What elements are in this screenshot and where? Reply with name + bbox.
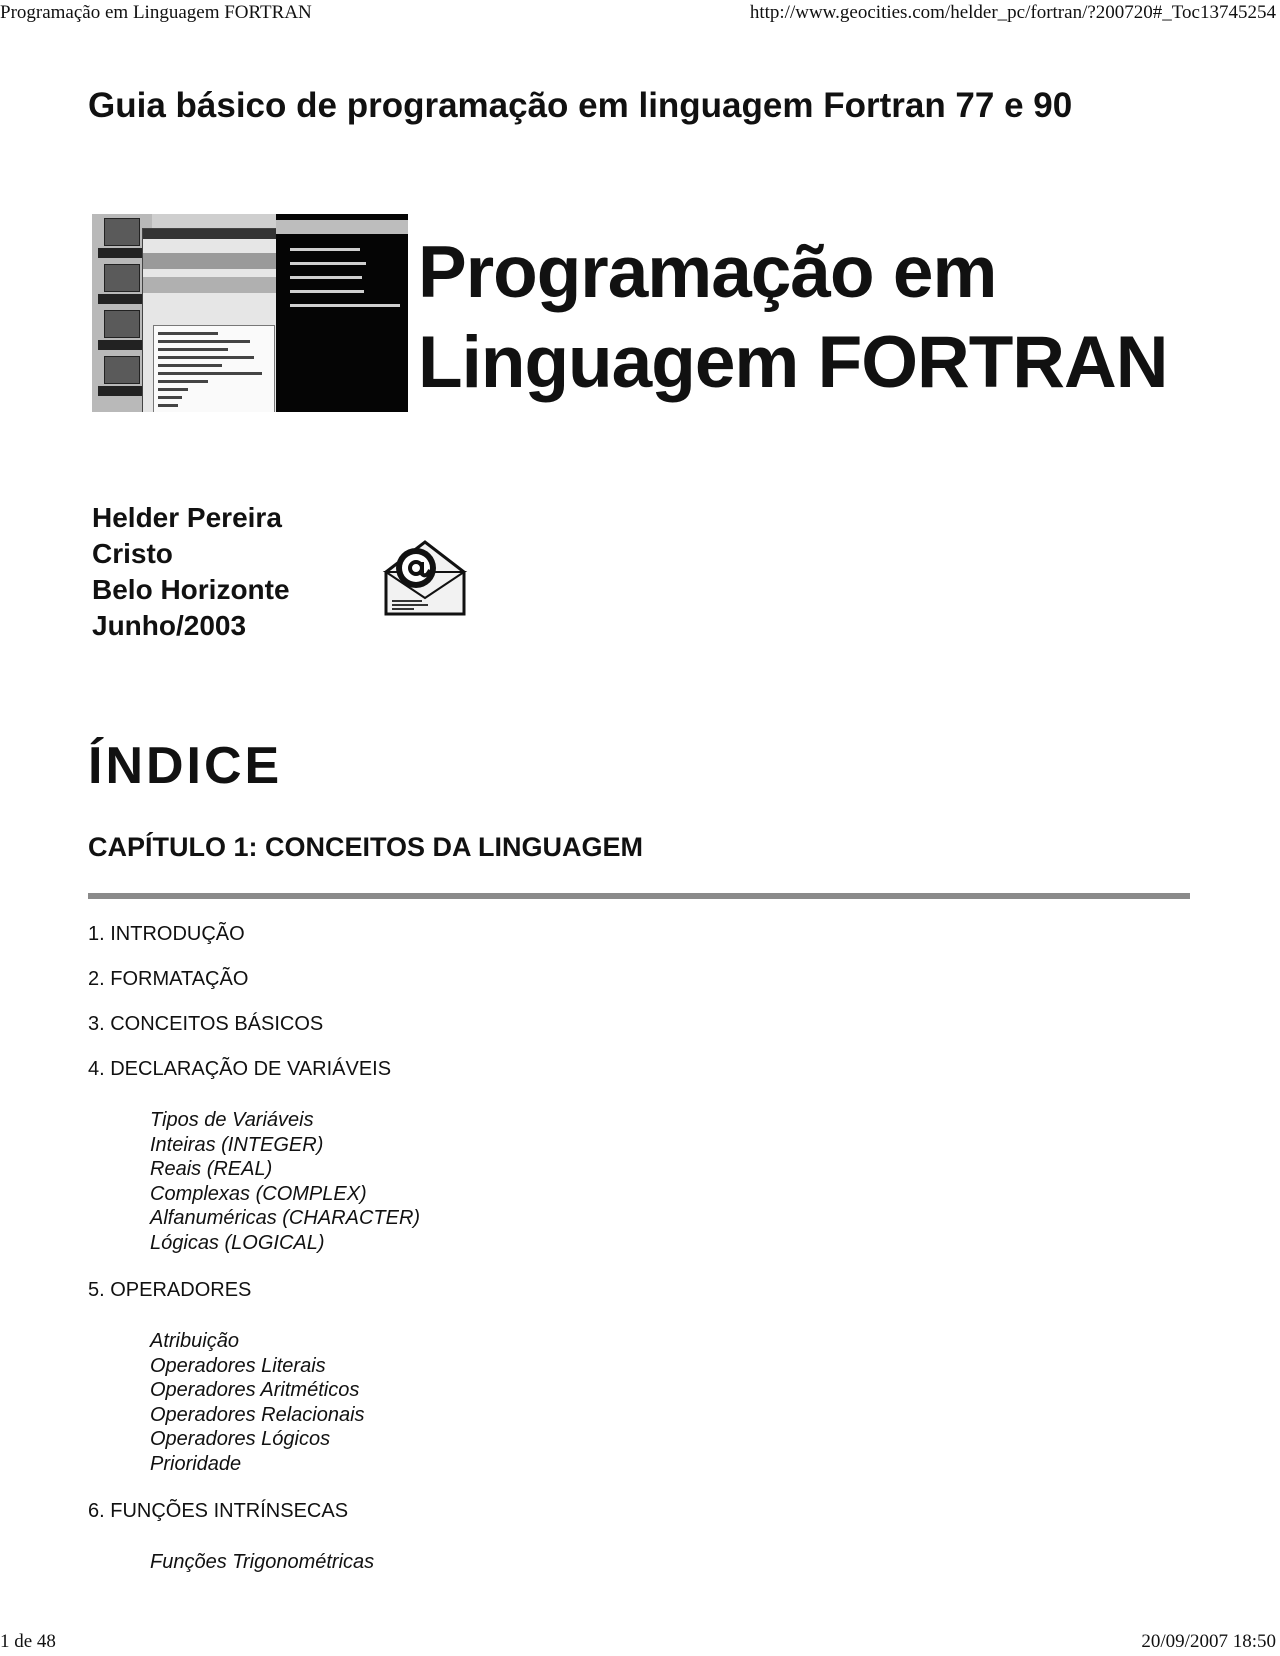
toc-subitem[interactable]: Complexas (COMPLEX) [150, 1182, 367, 1205]
toc-subitem[interactable]: Operadores Aritméticos [150, 1379, 360, 1401]
toc-subitem[interactable]: Atribuição [150, 1330, 239, 1352]
toc-section-declaracao-variaveis[interactable]: 4. DECLARAÇÃO DE VARIÁVEIS [88, 1058, 392, 1080]
print-footer-datetime: 20/09/2007 18:50 [1141, 1631, 1276, 1652]
index-heading: ÍNDICE [88, 737, 283, 795]
document-title: Guia básico de programação em linguagem Fortran 77 e 90 [88, 86, 1073, 125]
toc-section-operadores[interactable]: 5. OPERADORES [88, 1279, 252, 1301]
email-envelope-icon[interactable] [382, 538, 468, 618]
toc-subitem[interactable]: Tipos de Variáveis [150, 1109, 314, 1131]
banner-title-line2: Linguagem FORTRAN [418, 322, 1168, 403]
toc-subitem[interactable]: Funções Trigonométricas [150, 1551, 375, 1573]
author-date: Junho/2003 [92, 610, 247, 641]
author-block [92, 500, 290, 644]
banner-title [418, 228, 1167, 408]
toc-section-conceitos-basicos[interactable]: 3. CONCEITOS BÁSICOS [88, 1013, 324, 1035]
toc-section-funcoes-intrinsecas[interactable]: 6. FUNÇÕES INTRÍNSECAS [88, 1500, 349, 1522]
toc-subitem[interactable]: Operadores Relacionais [150, 1403, 365, 1426]
author-city: Belo Horizonte [92, 574, 290, 605]
print-footer-page-number: 1 de 48 [0, 1631, 56, 1652]
toc-section-introducao[interactable]: 1. INTRODUÇÃO [88, 923, 245, 945]
toc-subitem[interactable]: Operadores Lógicos [150, 1428, 331, 1450]
print-header-title: Programação em Linguagem FORTRAN [0, 2, 312, 23]
table-of-contents [88, 922, 1188, 1598]
toc-subitem[interactable]: Prioridade [150, 1452, 242, 1475]
banner-title-line1: Programação em [418, 232, 997, 313]
chapter-divider [88, 893, 1190, 899]
toc-section-formatacao[interactable]: 2. FORMATAÇÃO [88, 968, 249, 990]
author-name-line1: Helder Pereira [92, 502, 282, 533]
chapter-heading[interactable]: CAPÍTULO 1: CONCEITOS DA LINGUAGEM [88, 832, 644, 862]
author-name-line2: Cristo [92, 538, 173, 569]
toc-subitem[interactable]: Reais (REAL) [150, 1158, 273, 1180]
toc-subitem[interactable]: Operadores Literais [150, 1354, 326, 1377]
print-header-url[interactable]: http://www.geocities.com/helder_pc/fortran/?200720#_Toc13745254 [749, 2, 1276, 23]
toc-subsection-list [150, 1108, 1188, 1255]
console-window [276, 214, 408, 412]
toc-subitem[interactable]: Lógicas (LOGICAL) [150, 1231, 325, 1254]
fortran-ide-screenshot [92, 214, 408, 412]
toc-subitem[interactable]: Inteiras (INTEGER) [150, 1133, 324, 1156]
toc-subitem[interactable]: Alfanuméricas (CHARACTER) [150, 1207, 421, 1229]
toc-subsection-list [150, 1329, 1188, 1476]
toc-subsection-list [150, 1550, 1188, 1575]
